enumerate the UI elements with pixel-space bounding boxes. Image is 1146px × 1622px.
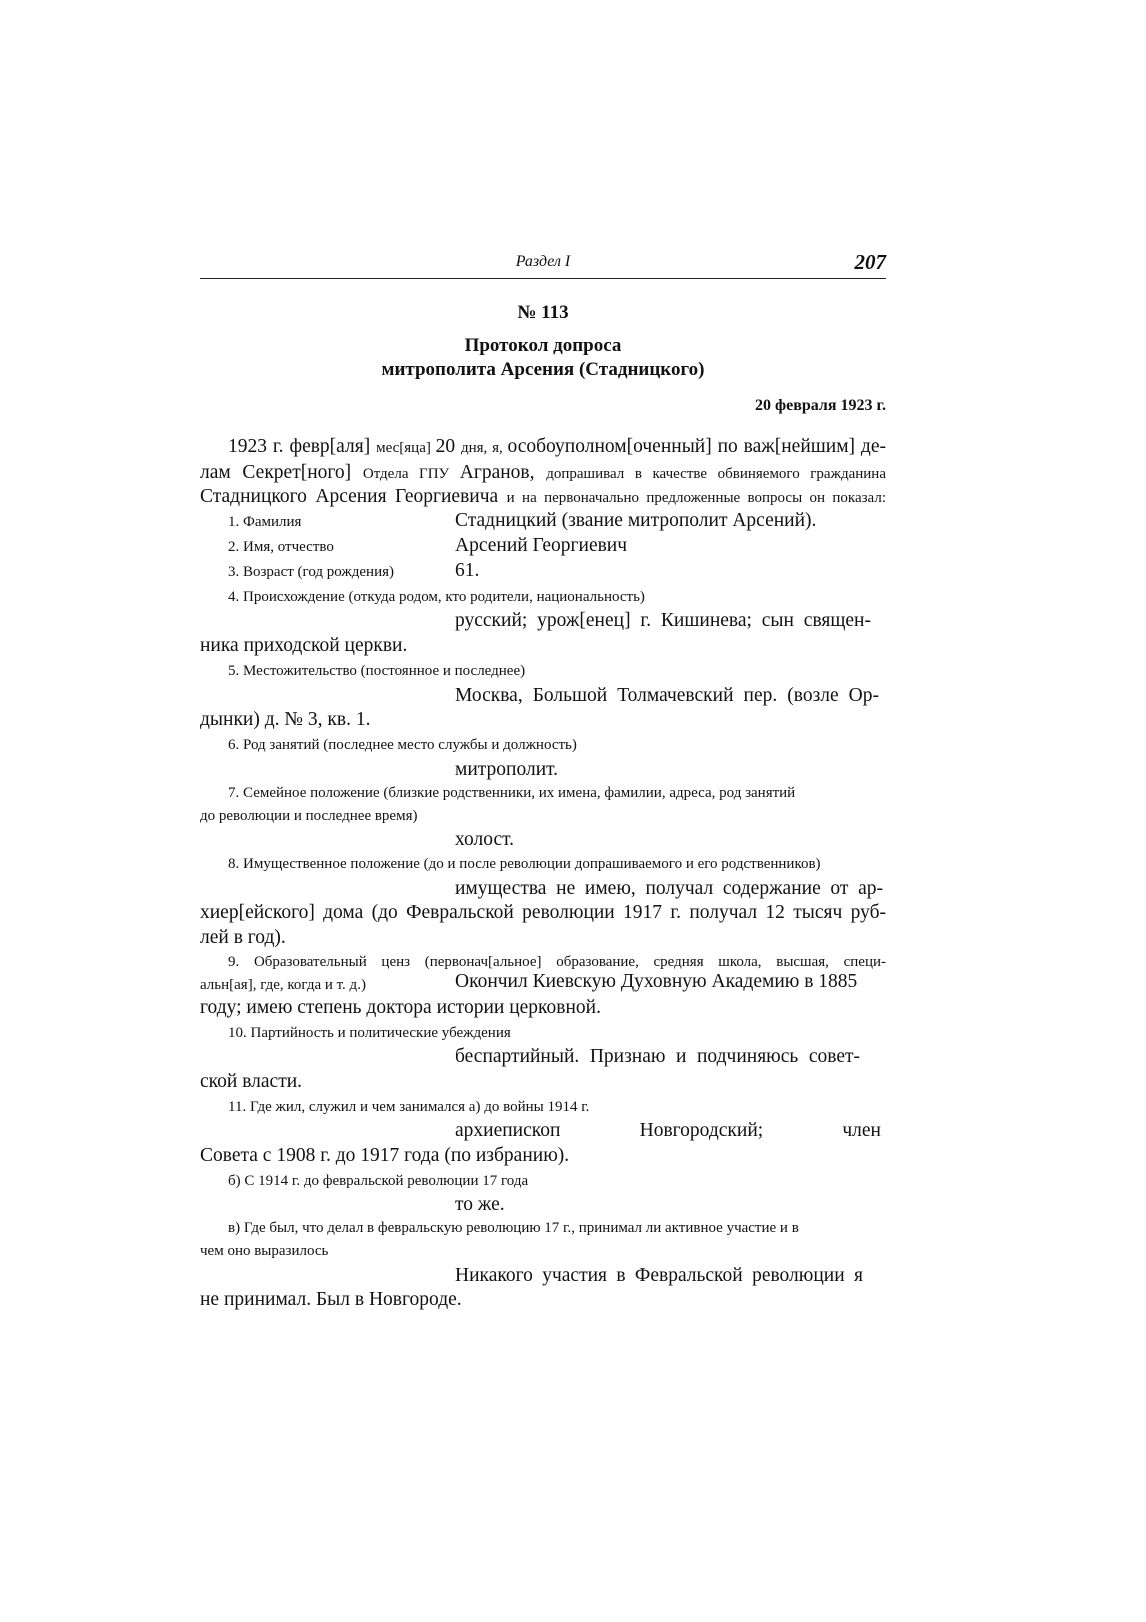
question-9-line-1: 9. Образовательный ценз (первонач[альное] образование, средняя школа, высшая, специ- (228, 954, 886, 970)
question-11c-line-2: чем оно выразилось (200, 1243, 329, 1259)
question-2: 2. Имя, отчество (228, 539, 334, 555)
answer-2: Арсений Георгиевич (455, 535, 628, 556)
answer-1: Стадницкий (звание митрополит Арсений). (455, 510, 817, 531)
document-title-line-1: Протокол допроса (464, 335, 622, 356)
document-date: 20 февраля 1923 г. (755, 397, 886, 414)
question-8: 8. Имущественное положение (до и после революции допрашиваемого и его родственников) (228, 856, 821, 872)
answer-8-line-1: имущества не имею, получал содержание от ар- (455, 878, 883, 899)
answer-4-line-2: ника приходской церкви. (200, 635, 408, 656)
answer-8-line-2: хиер[ейского] дома (до Февральской революции 1917 г. получал 12 тысяч руб- (200, 902, 886, 923)
question-7-line-1: 7. Семейное положение (близкие родственники, их имена, фамилии, адреса, род занятий (228, 785, 796, 801)
answer-7: холост. (455, 829, 515, 850)
answer-8-line-3: лей в год). (200, 927, 286, 948)
answer-11c-line-2: не принимал. Был в Новгороде. (200, 1289, 462, 1310)
question-5: 5. Местожительство (постоянное и последнее) (228, 663, 526, 679)
header-rule (200, 278, 886, 279)
question-7-line-2: до революции и последнее время) (200, 808, 418, 824)
question-4: 4. Происхождение (откуда родом, кто родители, национальность) (228, 589, 645, 605)
intro-line-3: Стадницкого Арсения Георгиевича и на первоначально предложенные вопросы он показал: (200, 486, 886, 507)
answer-11a-line-2: Совета с 1908 г. до 1917 года (по избранию). (200, 1145, 570, 1166)
answer-3: 61. (455, 560, 480, 581)
answer-4-line-1: русский; урож[енец] г. Кишинева; сын священ- (455, 610, 871, 631)
answer-11a-line-1: архиепископ Новгородский; член (455, 1120, 881, 1141)
page-number: 207 (854, 250, 886, 274)
intro-line-2: лам Секрет[ного] Отдела ГПУ Агранов, допрашивал в качестве обвиняемого гражданина (200, 462, 886, 483)
document-number: № 113 (517, 302, 569, 323)
question-11c-line-1: в) Где был, что делал в февральскую революцию 17 г., принимал ли активное участие и в (228, 1220, 799, 1236)
question-11a: 11. Где жил, служил и чем занимался а) до войны 1914 г. (228, 1099, 590, 1115)
question-9-line-2: альн[ая], где, когда и т. д.) (200, 977, 366, 993)
question-3: 3. Возраст (год рождения) (228, 564, 395, 580)
answer-6: митрополит. (455, 759, 559, 780)
answer-5-line-2: дынки) д. № 3, кв. 1. (200, 709, 371, 730)
running-header-section: Раздел I (515, 253, 571, 270)
answer-5-line-1: Москва, Большой Толмачевский пер. (возле Ор- (455, 685, 879, 706)
question-1: 1. Фамилия (228, 514, 302, 530)
intro-line-1: 1923 г. февр[аля] мес[яца] 20 дня, я, особоуполном[оченный] по важ[нейшим] де- (228, 436, 886, 457)
question-6: 6. Род занятий (последнее место службы и должность) (228, 737, 577, 753)
answer-9-line-2: году; имею степень доктора истории церковной. (200, 997, 601, 1018)
question-11b: б) С 1914 г. до февральской революции 17 года (228, 1173, 529, 1189)
answer-11b: то же. (455, 1194, 505, 1215)
answer-10-line-1: беспартийный. Признаю и подчиняюсь совет- (455, 1046, 860, 1067)
question-10: 10. Партийность и политические убеждения (228, 1025, 511, 1041)
document-title-line-2: митрополита Арсения (Стадницкого) (381, 359, 705, 380)
answer-10-line-2: ской власти. (200, 1071, 303, 1092)
answer-9-line-1: Окончил Киевскую Духовную Академию в 1885 (455, 971, 858, 992)
answer-11c-line-1: Никакого участия в Февральской революции я (455, 1265, 863, 1286)
